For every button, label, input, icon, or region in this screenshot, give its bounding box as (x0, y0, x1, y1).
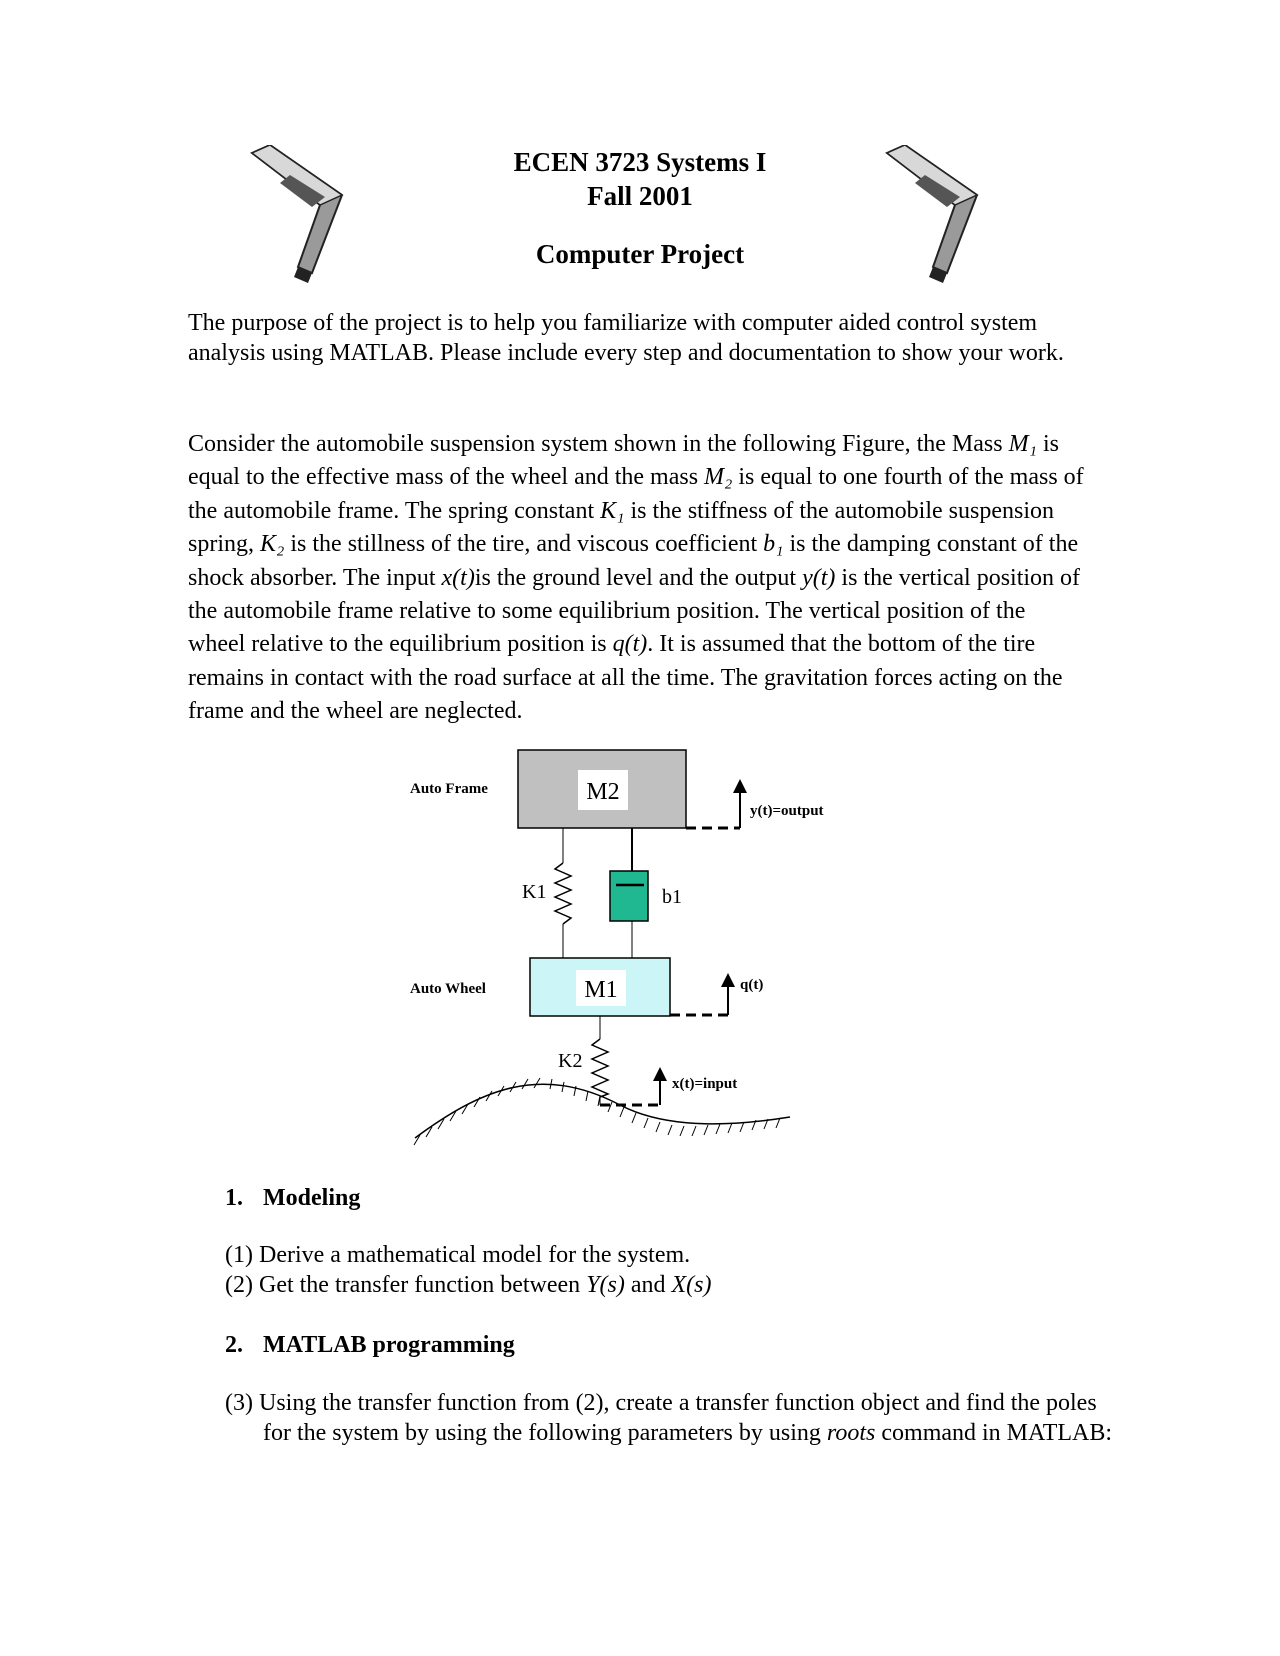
symbol-x: x(t) (441, 564, 475, 591)
symbol-m2: M₂ (704, 464, 733, 491)
k1-label: K1 (522, 881, 547, 903)
document-header (0, 145, 1280, 271)
question-2: (2) Get the transfer function between Y(s) and X(s) (225, 1272, 712, 1298)
symbol-b1: b₁ (763, 531, 784, 558)
symbol-y: y(t) (802, 564, 836, 591)
output-label: y(t)=output (750, 803, 824, 819)
m2-label: M2 (586, 779, 620, 805)
symbol-ys: Y(s) (586, 1272, 625, 1298)
description-paragraph: Consider the automobile suspension system shown in the following Figure, the Mass M₁ is equal to the effective mass of the wheel and the mass M₂ is equal to one fourth of the mass of the automobile frame. The spring constant K₁ is the stiffness of the automobile suspension spring, K₂ is the stillness of the tire, and viscous coefficient b₁ is the damping constant of the shock absorber. The input x(t)is the ground level and the output y(t) is the vertical position of the automobile frame relative to some equilibrium position. The vertical position of the wheel relative to the equilibrium position is q(t). It is assumed that the bottom of the tire remains in contact with the road surface at all the time. The gravitation forces acting on the frame and the wheel are neglected. (188, 431, 1084, 725)
symbol-q: q(t) (612, 631, 648, 658)
term: Fall 2001 (587, 181, 693, 211)
course-title: ECEN 3723 Systems I (513, 147, 767, 177)
b1-damper (610, 871, 648, 921)
q-label: q(t) (740, 977, 764, 993)
k2-label: K2 (558, 1050, 583, 1072)
symbol-k2: K₂ (260, 531, 285, 558)
question-3: (3) Using the transfer function from (2), create a transfer function object and find the poles for the system by using the following parameters by using roots command in MATLAB: (225, 1390, 1113, 1446)
k2-spring (592, 1039, 608, 1097)
section-heading-matlab: 2. MATLAB programming (225, 1332, 515, 1358)
symbol-k1: K₁ (600, 497, 625, 524)
section-heading-modeling: 1. Modeling (225, 1185, 361, 1211)
symbol-xs: X(s) (671, 1272, 712, 1298)
auto-frame-label: Auto Frame (410, 781, 488, 797)
question-1: (1) Derive a mathematical model for the system. (225, 1242, 691, 1268)
page-title: Computer Project (535, 239, 745, 269)
suspension-diagram (410, 745, 850, 1165)
k1-spring (555, 863, 571, 924)
m1-label: M1 (584, 977, 618, 1003)
roots-command: roots (826, 1420, 876, 1446)
auto-wheel-label: Auto Wheel (410, 981, 486, 997)
b1-label: b1 (662, 886, 682, 908)
symbol-m1: M₁ (1008, 431, 1037, 457)
intro-paragraph: The purpose of the project is to help you familiarize with computer aided control system analysis using MATLAB. Please include every step and documentation to show your work. (188, 310, 1064, 366)
input-label: x(t)=input (672, 1076, 738, 1092)
